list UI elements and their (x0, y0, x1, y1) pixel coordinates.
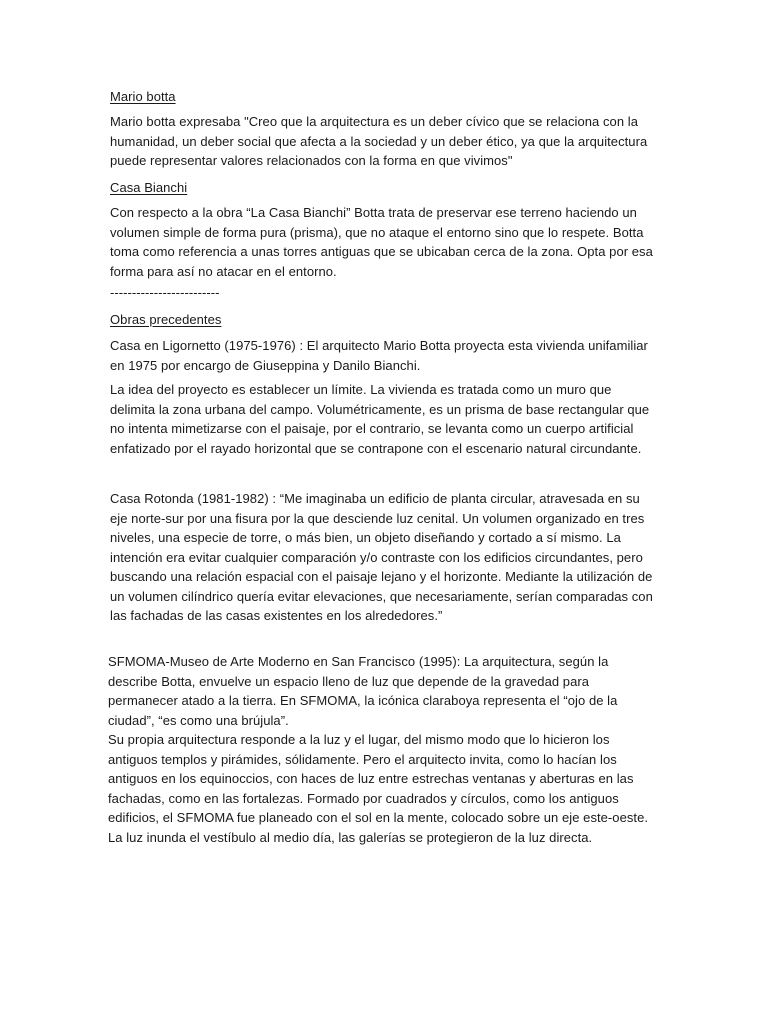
heading-obras-precedentes: Obras precedentes (110, 312, 222, 327)
paragraph-idea-proyecto: La idea del proyecto es establecer un límite. La vivienda es tratada como un muro que delimita la zona urbana del campo. Volumétricamente, es un prisma de base rectangular que no intenta mimetizarse con el paisaje, por el contrario, se levanta como un cuerpo artificial enfatizado por el rayado horizontal que se contrapone con el escenario natural circundante. (110, 382, 650, 456)
paragraph-sfmoma: SFMOMA-Museo de Arte Moderno en San Francisco (1995): La arquitectura, según la describe Botta, envuelve un espacio lleno de luz que depende de la gravedad para permanecer atado a la tierra. En SFMOMA, la icónica claraboya representa el “ojo de la ciudad”, “es como una brújula”. (108, 654, 618, 728)
paragraph-luz-lugar: Su propia arquitectura responde a la luz y el lugar, del mismo modo que lo hicieron los antiguos templos y pirámides, sólidamente. Pero el arquitecto invita, como lo hacían los antiguos en los equinoccios, con haces de luz entre estrechas ventanas y aberturas en las fachadas, como en las fortalezas. Formado por cuadrados y círculos, como los antiguos edificios, el SFMOMA fue planeado con el sol en la mente, colocado sobre un eje este-oeste. La luz inunda el vestíbulo al medio día, las galerías se protegieron de la luz directa. (108, 732, 649, 845)
heading-mario-botta: Mario botta (110, 89, 176, 104)
heading-casa-bianchi: Casa Bianchi (110, 180, 188, 195)
paragraph-botta-quote: Mario botta expresaba "Creo que la arquitectura es un deber cívico que se relaciona con la humanidad, un deber social que afecta a la sociedad y un deber ético, ya que la arquitectura puede representar valores relacionados con la forma en que vivimos" (110, 114, 648, 168)
paragraph-casa-bianchi: Con respecto a la obra “La Casa Bianchi” Botta trata de preservar ese terreno haciendo un volumen simple de forma pura (prisma), que no ataque el entorno sino que lo respete. Botta toma como referencia a unas torres antiguas que se ubicaban cerca de la zona. Opta por esa forma para así no atacar en el entorno. (110, 205, 653, 279)
separator-line: ------------------------- (110, 285, 220, 300)
paragraph-casa-rotonda: Casa Rotonda (1981-1982) : “Me imaginaba un edificio de planta circular, atravesada en su eje norte-sur por una fisura por la que desciende luz cenital. Un volumen organizado en tres niveles, una especie de torre, o más bien, un objeto diseñando y cortado a sí mismo. La intención era evitar cualquier comparación y/o contraste con los edificios circundantes, pero buscando una relación espacial con el paisaje lejano y el horizonte. Mediante la utilización de un volumen cilíndrico quería evitar elevaciones, que necesariamente, serían comparadas con las fachadas de las casas existentes en los alrededores.” (110, 491, 653, 623)
paragraph-casa-ligornetto: Casa en Ligornetto (1975-1976) : El arquitecto Mario Botta proyecta esta vivienda unifamiliar en 1975 por encargo de Giuseppina y Danilo Bianchi. (110, 338, 648, 373)
